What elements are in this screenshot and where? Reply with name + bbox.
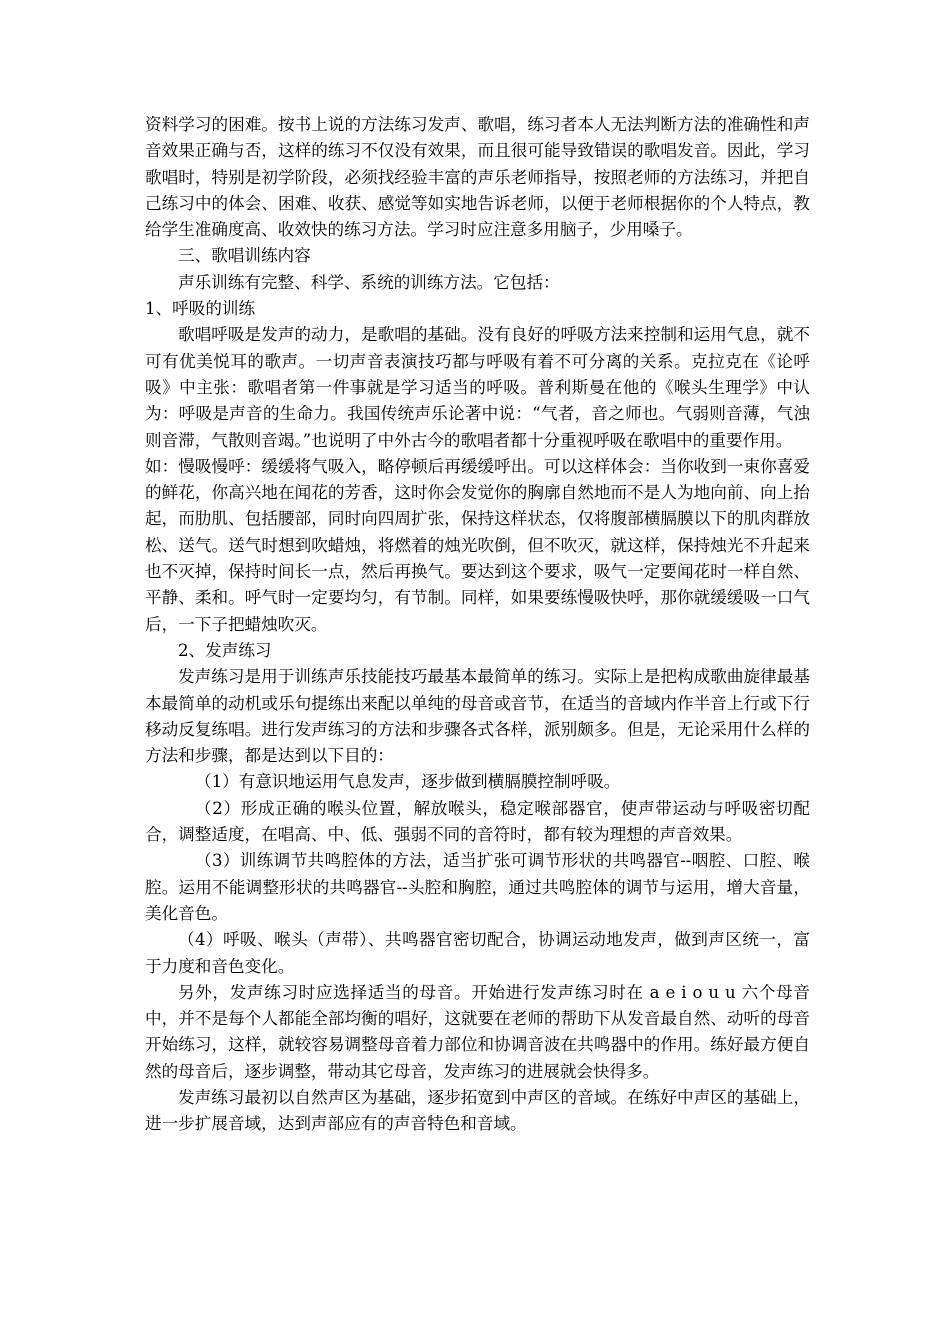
- paragraph: 歌唱呼吸是发声的动力，是歌唱的基础。没有良好的呼吸方法来控制和运用气息，就不可有优美悦耳的歌声。一切声音表演技巧都与呼吸有着不可分离的关系。克拉克在《论呼吸》中主张：歌唱者第一件事就是学习适当的呼吸。普利斯曼在他的《喉头生理学》中认为：呼吸是声音的生命力。我国传统声乐论著中说：“气者，音之师也。气弱则音薄，气浊则音滞，气散则音竭。”也说明了中外古今的歌唱者都十分重视呼吸在歌唱中的重要作用。: [145, 325, 810, 450]
- section-heading: 三、歌唱训练内容: [178, 246, 311, 266]
- list-item: （4）呼吸、喉头（声带）、共鸣器官密切配合，协调运动地发声，做到声区统一，富于力度和音色变化。: [145, 930, 810, 976]
- list-item: （3）训练调节共鸣腔体的方法，适当扩张可调节形状的共鸣器官--咽腔、口腔、喉腔。运用不能调整形状的共鸣器官--头腔和胸腔，通过共鸣腔体的调节与运用，增大音量，美化音色。: [145, 851, 810, 923]
- paragraph: 发声练习是用于训练声乐技能技巧最基本最简单的练习。实际上是把构成歌曲旋律最基本最简单的动机或乐句提练出来配以单纯的母音或音节，在适当的音域内作半音上行或下行移动反复练唱。进行发声练习的方法和步骤各式各样，派别颇多。但是，无论采用什么样的方法和步骤，都是达到以下目的：: [145, 667, 810, 766]
- list-item: （1）有意识地运用气息发声，逐步做到横膈膜控制呼吸。: [195, 772, 621, 792]
- list-item: （2）形成正确的喉头位置，解放喉头，稳定喉部器官，使声带运动与呼吸密切配合，调整适度，在唱高、中、低、强弱不同的音符时，都有较为理想的声音效果。: [145, 798, 810, 845]
- paragraph: 如：慢吸慢呼：缓缓将气吸入，略停顿后再缓缓呼出。可以这样体会：当你收到一束你喜爱的鲜花，你高兴地在闻花的芳香，这时你会发觉你的胸廓自然地而不是人为地向前、向上抬起，而肋肌、包括腰部，同时向四周扩张，保持这样状态，仅将腹部横膈膜以下的肌肉群放松、送气。送气时想到吹蜡烛，将燃着的烛光吹倒，但不吹灭，就这样，保持烛光不升起来也不灭掉，保持时间长一点，然后再换气。要达到这个要求，吸气一定要闻花时一样自然、平静、柔和。呼气时一定要均匀，有节制。同样，如果要练慢吸快呼，那你就缓缓吸一口气后，一下子把蜡烛吹灭。: [145, 456, 810, 634]
- paragraph: 发声练习最初以自然声区为基础，逐步拓宽到中声区的音域。在练好中声区的基础上，进一步扩展音域，达到声部应有的声音特色和音域。: [145, 1087, 810, 1134]
- paragraph: 声乐训练有完整、科学、系统的训练方法。它包括：: [178, 272, 560, 292]
- subsection-heading: 2、发声练习: [178, 640, 272, 660]
- document-body: [145, 112, 810, 1138]
- paragraph: 资料学习的困难。按书上说的方法练习发声、歌唱，练习者本人无法判断方法的准确性和声音效果正确与否，这样的练习不仅没有效果，而且很可能导致错误的歌唱发音。因此，学习歌唱时，特别是初学阶段，必须找经验丰富的声乐老师指导，按照老师的方法练习，并把自己练习中的体会、困难、收获、感觉等如实地告诉老师，以便于老师根据你的个人特点，教给学生准确度高、收效快的练习方法。学习时应注意多用脑子，少用嗓子。: [145, 115, 810, 240]
- subsection-heading: 1、呼吸的训练: [145, 299, 256, 319]
- paragraph: 另外，发声练习时应选择适当的母音。开始进行发声练习时在 a e i o u u 六个母音中，并不是每个人都能全部均衡的唱好，这就要在老师的帮助下从发音最自然、动听的母音开始练习，这样，就较容易调整母音着力部位和协调音波在共鸣器中的作用。练好最方便自然的母音后，逐步调整，带动其它母音，发声练习的进展就会快得多。: [145, 982, 810, 1081]
